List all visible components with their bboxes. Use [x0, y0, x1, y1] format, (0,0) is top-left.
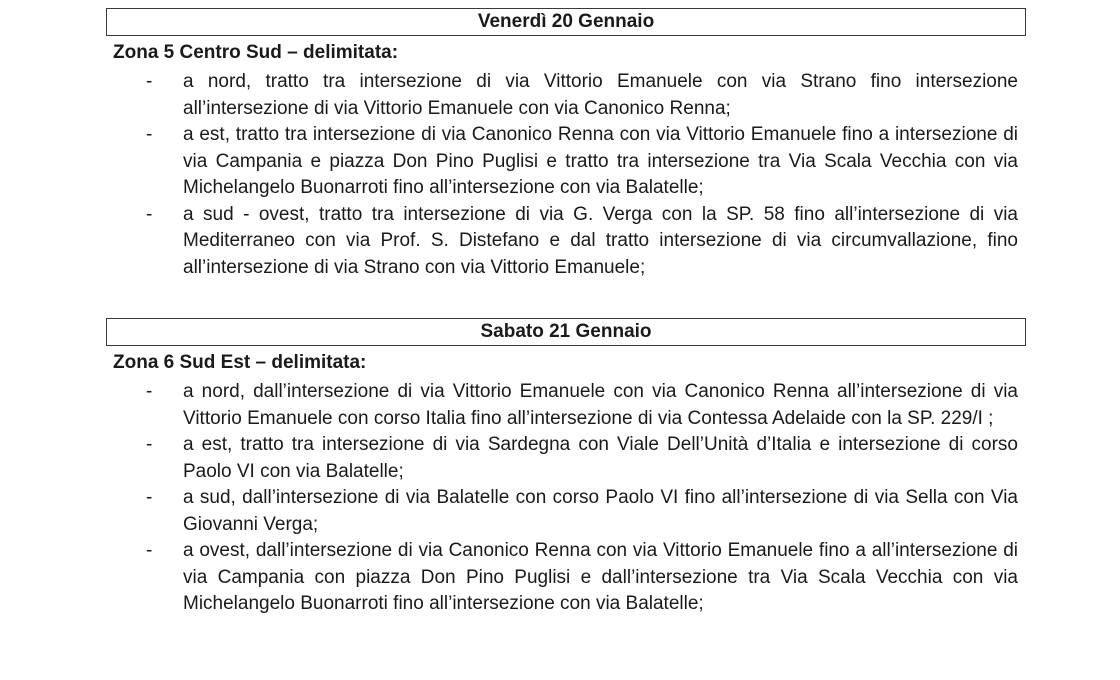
- day-header-friday: Venerdì 20 Gennaio: [106, 8, 1026, 36]
- list-item: [142, 122, 1018, 202]
- zone-6-boundaries-list: [142, 379, 1018, 618]
- list-item: [142, 379, 1018, 432]
- list-item-text: a nord, tratto tra intersezione di via Vittorio Emanuele con via Strano fino intersezione all’intersezione di via Vittorio Emanuele con via Canonico Renna;: [183, 71, 1018, 119]
- zone-title-5: Zona 5 Centro Sud – delimitata:: [113, 42, 399, 63]
- zone-title-6: Zona 6 Sud Est – delimitata:: [113, 352, 367, 373]
- day-header-saturday: Sabato 21 Gennaio: [106, 318, 1026, 346]
- list-item-text: a nord, dall’intersezione di via Vittorio Emanuele con via Canonico Renna all’intersezione di via Vittorio Emanuele con corso Italia fino all’intersezione di via Contessa Adelaide con la SP. 229/I ;: [183, 381, 1018, 429]
- list-item-text: a est, tratto tra intersezione di via Canonico Renna con via Vittorio Emanuele fino a intersezione di via Campania e piazza Don Pino Puglisi e tratto tra intersezione tra Via Scala Vecchia con via Michelangelo Buonarroti fino all’intersezione con via Balatelle;: [183, 124, 1018, 198]
- list-bullet: -: [146, 203, 153, 225]
- list-item-text: a sud - ovest, tratto tra intersezione di via G. Verga con la SP. 58 fino all’intersezione di via Mediterraneo con via Prof. S. Distefano e dal tratto intersezione di via circumvallazione, fino all’intersezione di via Strano con via Vittorio Emanuele;: [183, 203, 1018, 278]
- zone-5-boundaries-list: [142, 69, 1018, 281]
- list-bullet: -: [146, 124, 153, 145]
- list-bullet: -: [146, 71, 153, 92]
- list-bullet: -: [146, 540, 153, 561]
- list-item: [142, 432, 1018, 485]
- list-bullet: -: [146, 381, 153, 402]
- list-item-text: a ovest, dall’intersezione di via Canonico Renna con via Vittorio Emanuele fino a all’intersezione di via Campania con piazza Don Pino Puglisi e dall’intersezione tra Via Scala Vecchia con via Michelangelo Buonarroti fino all’intersezione con via Balatelle;: [183, 540, 1018, 614]
- list-item: [142, 69, 1018, 122]
- list-item: [142, 485, 1018, 538]
- list-item: [142, 202, 1018, 282]
- list-item-text: a sud, dall’intersezione di via Balatelle con corso Paolo VI fino all’intersezione di via Sella con Via Giovanni Verga;: [183, 487, 1018, 535]
- list-item: [142, 538, 1018, 618]
- list-bullet: -: [146, 434, 153, 455]
- list-item-text: a est, tratto tra intersezione di via Sardegna con Viale Dell’Unità d’Italia e intersezione di corso Paolo VI con via Balatelle;: [183, 434, 1018, 482]
- list-bullet: -: [146, 487, 153, 508]
